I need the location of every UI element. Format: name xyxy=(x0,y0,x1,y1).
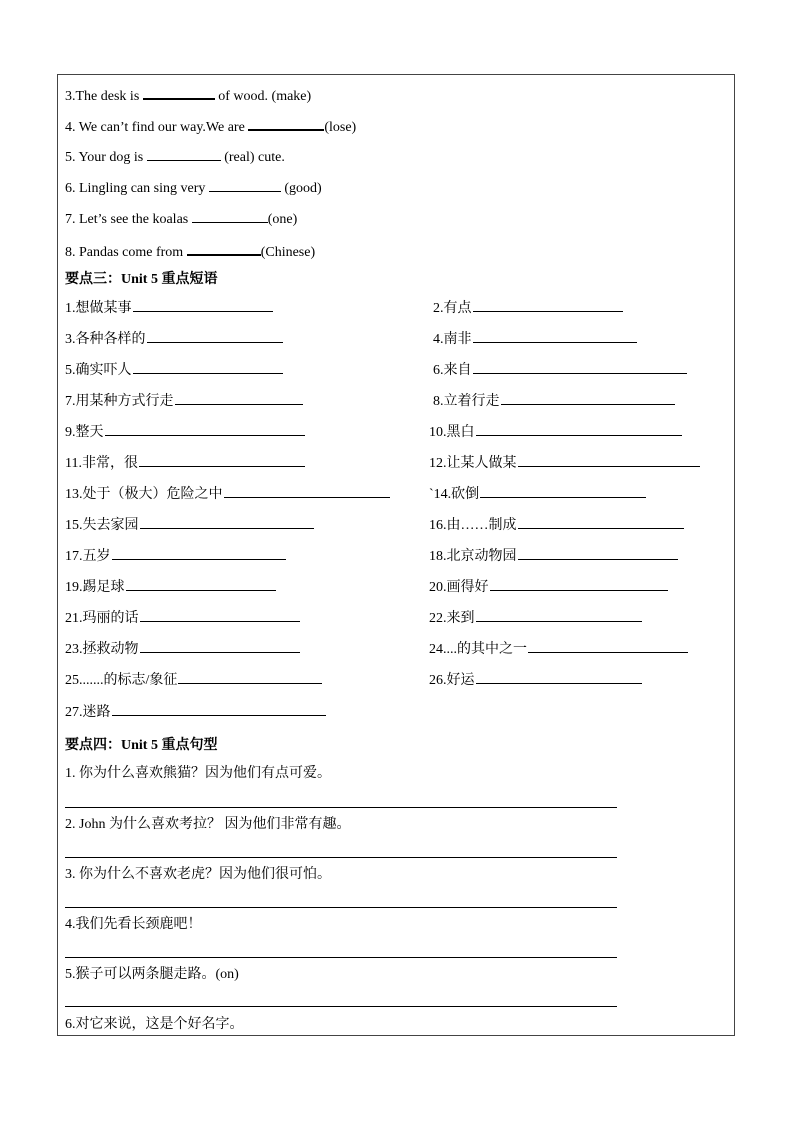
answer-line[interactable] xyxy=(65,807,617,808)
answer-blank[interactable] xyxy=(112,545,286,560)
answer-line[interactable] xyxy=(65,957,617,958)
sentence-prompt: 6.对它来说，这是个好名字。 xyxy=(65,1017,244,1032)
phrase-item: 25.......的标志/象征 xyxy=(65,669,322,690)
phrase-item: 1.想做某事 xyxy=(65,297,273,318)
phrase-item: 5.确实吓人 xyxy=(65,359,283,380)
answer-blank[interactable] xyxy=(480,483,646,498)
phrase-item: 8.立着行走 xyxy=(433,390,675,411)
answer-blank[interactable] xyxy=(473,297,623,312)
sentence-prompt: 2. John 为什么喜欢考拉？ 因为他们非常有趣。 xyxy=(65,817,351,832)
sentence-prompt: 3. 你为什么不喜欢老虎？因为他们很可怕。 xyxy=(65,867,331,882)
phrase-item: 21.玛丽的话 xyxy=(65,607,300,628)
fill-in-item xyxy=(65,208,297,229)
answer-blank[interactable] xyxy=(528,638,688,653)
item-text: 8. Pandas come from xyxy=(65,245,187,260)
phrase-item: 22.来到 xyxy=(429,607,642,628)
fill-in-item xyxy=(65,146,285,167)
answer-blank[interactable] xyxy=(147,146,221,161)
phrase-item: 23.拯救动物 xyxy=(65,638,300,659)
answer-blank[interactable] xyxy=(224,483,390,498)
fill-in-item xyxy=(65,240,315,262)
sentence-prompt: 5.猴子可以两条腿走路。(on) xyxy=(65,967,239,982)
phrase-item: 26.好运 xyxy=(429,669,642,690)
fill-in-item xyxy=(65,115,356,137)
answer-line[interactable] xyxy=(65,1006,617,1007)
answer-blank[interactable] xyxy=(140,514,314,529)
answer-blank[interactable] xyxy=(105,421,305,436)
item-text: 5. Your dog is xyxy=(65,150,147,165)
answer-blank[interactable] xyxy=(476,669,642,684)
answer-blank[interactable] xyxy=(518,452,700,467)
item-hint: (Chinese) xyxy=(260,245,316,260)
item-text: 6. Lingling can sing very xyxy=(65,181,209,196)
phrase-item: 19.踢足球 xyxy=(65,576,276,597)
phrase-item: 15.失去家园 xyxy=(65,514,314,535)
item-hint: (real) cute. xyxy=(220,150,285,165)
answer-blank[interactable] xyxy=(175,390,303,405)
phrase-item: 12.让某人做某 xyxy=(429,452,700,473)
phrase-item: 24....的其中之一 xyxy=(429,638,688,659)
item-hint: (good) xyxy=(280,181,322,196)
item-hint: (lose) xyxy=(324,120,357,135)
item-text: 3.The desk is xyxy=(65,89,143,104)
answer-blank[interactable] xyxy=(140,638,300,653)
answer-blank[interactable] xyxy=(476,607,642,622)
fill-in-item xyxy=(65,84,311,106)
item-text: 4. We can’t find our way.We are xyxy=(65,120,249,135)
answer-blank[interactable] xyxy=(126,576,276,591)
answer-blank[interactable] xyxy=(139,452,305,467)
fill-in-item xyxy=(65,177,322,198)
answer-blank[interactable] xyxy=(187,240,261,256)
phrase-item: 4.南非 xyxy=(433,328,637,349)
answer-blank[interactable] xyxy=(473,328,637,343)
phrase-item: 17.五岁 xyxy=(65,545,286,566)
phrase-item: 10.黑白 xyxy=(429,421,682,442)
item-hint: of wood. (make) xyxy=(214,89,312,104)
phrase-item: 9.整天 xyxy=(65,421,305,442)
phrase-item: 27.迷路 xyxy=(65,701,326,722)
answer-blank[interactable] xyxy=(192,208,268,223)
answer-blank[interactable] xyxy=(490,576,668,591)
section-3-heading: 要点三：Unit 5 重点短语 xyxy=(65,272,218,287)
section-4-heading: 要点四：Unit 5 重点句型 xyxy=(65,738,218,753)
phrase-item: 18.北京动物园 xyxy=(429,545,678,566)
answer-blank[interactable] xyxy=(518,545,678,560)
answer-blank[interactable] xyxy=(143,84,215,100)
phrase-item: 20.画得好 xyxy=(429,576,668,597)
answer-blank[interactable] xyxy=(147,328,283,343)
phrase-item: 13.处于（极大）危险之中 xyxy=(65,483,390,504)
answer-blank[interactable] xyxy=(501,390,675,405)
answer-blank[interactable] xyxy=(248,115,324,131)
answer-blank[interactable] xyxy=(112,701,326,716)
phrase-item: 6.来自 xyxy=(433,359,687,380)
answer-blank[interactable] xyxy=(140,607,300,622)
sentence-prompt: 4.我们先看长颈鹿吧！ xyxy=(65,917,202,932)
phrase-item: `14.砍倒 xyxy=(429,483,646,504)
phrase-item: 2.有点 xyxy=(433,297,623,318)
item-hint: (one) xyxy=(267,212,298,227)
answer-line[interactable] xyxy=(65,907,617,908)
phrase-item: 11.非常，很 xyxy=(65,452,305,473)
answer-blank[interactable] xyxy=(518,514,684,529)
answer-line[interactable] xyxy=(65,857,617,858)
sentence-prompt: 1. 你为什么喜欢熊猫？因为他们有点可爱。 xyxy=(65,766,331,781)
answer-blank[interactable] xyxy=(473,359,687,374)
answer-blank[interactable] xyxy=(178,669,322,684)
item-text: 7. Let’s see the koalas xyxy=(65,212,192,227)
phrase-item: 3.各种各样的 xyxy=(65,328,283,349)
answer-blank[interactable] xyxy=(209,177,281,192)
phrase-item: 7.用某种方式行走 xyxy=(65,390,303,411)
answer-blank[interactable] xyxy=(133,297,273,312)
answer-blank[interactable] xyxy=(476,421,682,436)
answer-blank[interactable] xyxy=(133,359,283,374)
phrase-item: 16.由……制成 xyxy=(429,514,684,535)
